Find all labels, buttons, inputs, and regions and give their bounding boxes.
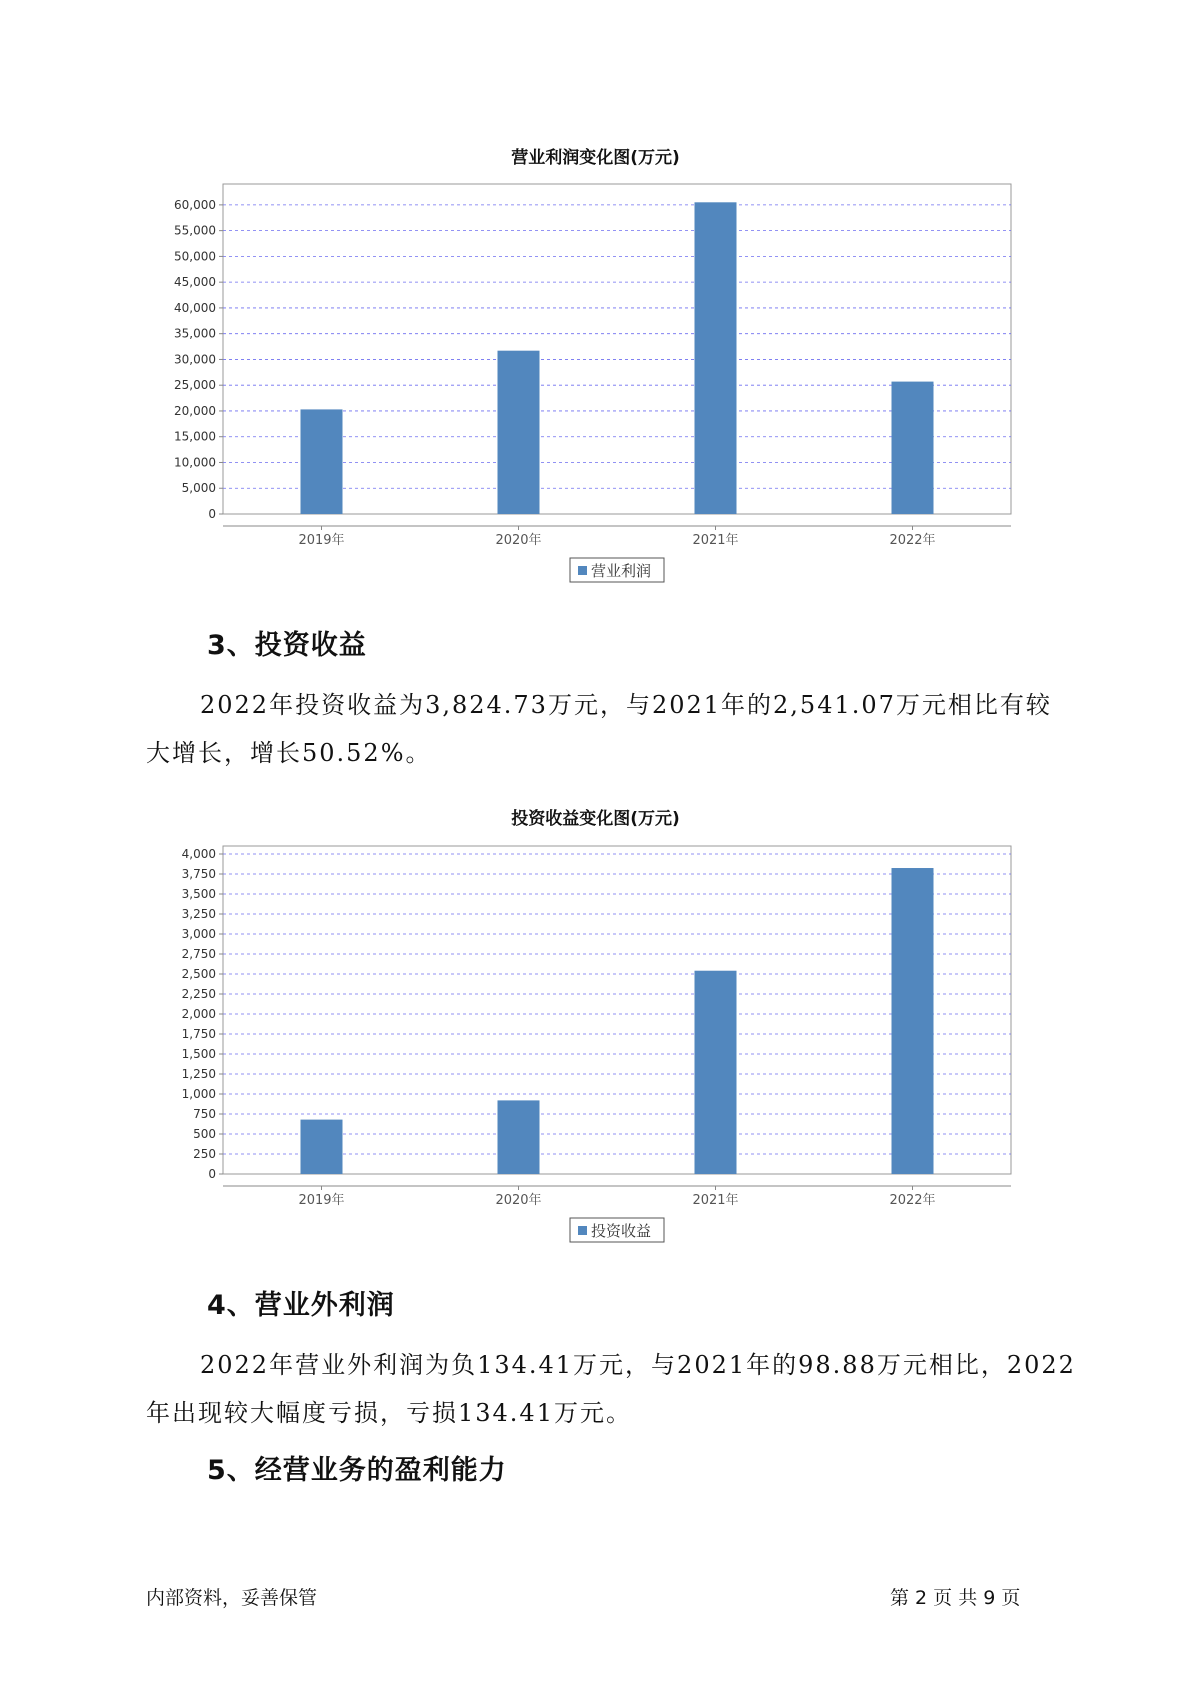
section-3-heading: 3、投资收益	[207, 630, 367, 661]
x-tick-label: 2022年	[889, 533, 936, 548]
bar-2020年	[498, 1100, 540, 1174]
section-4-paragraph	[146, 1341, 1076, 1437]
x-tick-label: 2021年	[692, 1193, 739, 1208]
bar-2022年	[892, 382, 934, 514]
y-tick-label: 1,250	[181, 1067, 216, 1081]
y-tick-label: 35,000	[174, 326, 216, 341]
bar-2021年	[695, 971, 737, 1174]
y-tick-label: 1,750	[181, 1027, 216, 1041]
y-tick-label: 2,500	[181, 967, 216, 981]
y-tick-label: 250	[193, 1147, 216, 1161]
y-tick-label: 3,750	[181, 867, 216, 881]
section-3-paragraph	[146, 681, 1066, 777]
y-tick-label: 3,000	[181, 927, 216, 941]
footer-confidential: 内部资料，妥善保管	[146, 1587, 318, 1609]
legend-label: 营业利润	[591, 562, 652, 580]
y-tick-label: 50,000	[174, 249, 216, 264]
y-tick-label: 3,500	[181, 887, 216, 901]
y-tick-label: 2,750	[181, 947, 216, 961]
chart1-title: 营业利润变化图(万元)	[511, 148, 680, 168]
bar-2022年	[892, 868, 934, 1174]
section-4-line-1: 2022年营业外利润为负134.41万元，与2021年的98.88万元相比，2022	[200, 1351, 1076, 1379]
operating-profit-chart	[0, 170, 1191, 590]
legend	[570, 1218, 664, 1242]
y-tick-label: 750	[193, 1107, 216, 1121]
y-tick-label: 45,000	[174, 275, 216, 290]
y-tick-label: 2,000	[181, 1007, 216, 1021]
legend-swatch	[578, 566, 587, 575]
section-5-heading: 5、经营业务的盈利能力	[207, 1455, 507, 1486]
x-tick-label: 2022年	[889, 1193, 936, 1208]
legend	[570, 558, 664, 582]
section-3-line-1: 2022年投资收益为3,824.73万元，与2021年的2,541.07万元相比有较	[200, 691, 1052, 719]
y-tick-label: 60,000	[174, 197, 216, 212]
y-tick-label: 15,000	[174, 429, 216, 444]
bar-2020年	[498, 351, 540, 514]
y-tick-label: 1,500	[181, 1047, 216, 1061]
y-tick-label: 4,000	[181, 847, 216, 861]
x-tick-label: 2021年	[692, 533, 739, 548]
y-tick-label: 20,000	[174, 403, 216, 418]
section-4-line-2: 年出现较大幅度亏损，亏损134.41万元。	[146, 1399, 632, 1427]
bar-2019年	[301, 409, 343, 514]
y-tick-label: 55,000	[174, 223, 216, 238]
x-tick-label: 2020年	[495, 533, 542, 548]
y-tick-label: 10,000	[174, 455, 216, 470]
y-tick-label: 25,000	[174, 378, 216, 393]
y-tick-label: 40,000	[174, 300, 216, 315]
y-tick-label: 5,000	[181, 481, 216, 496]
x-tick-label: 2019年	[298, 1193, 345, 1208]
footer-page-number: 第 2 页 共 9 页	[890, 1587, 1021, 1609]
y-tick-label: 1,000	[181, 1087, 216, 1101]
bar-2019年	[301, 1120, 343, 1174]
y-tick-label: 500	[193, 1127, 216, 1141]
chart2-title: 投资收益变化图(万元)	[511, 809, 680, 829]
x-tick-label: 2019年	[298, 533, 345, 548]
y-tick-label: 0	[208, 507, 216, 521]
legend-swatch	[578, 1226, 587, 1235]
x-tick-label: 2020年	[495, 1193, 542, 1208]
y-tick-label: 0	[208, 1167, 216, 1181]
y-tick-label: 30,000	[174, 352, 216, 367]
y-tick-label: 3,250	[181, 907, 216, 921]
section-4-heading: 4、营业外利润	[207, 1290, 395, 1321]
section-3-line-2: 大增长，增长50.52%。	[146, 739, 432, 767]
investment-income-chart	[0, 830, 1191, 1250]
y-tick-label: 2,250	[181, 987, 216, 1001]
legend-label: 投资收益	[591, 1222, 652, 1240]
bar-2021年	[695, 202, 737, 514]
